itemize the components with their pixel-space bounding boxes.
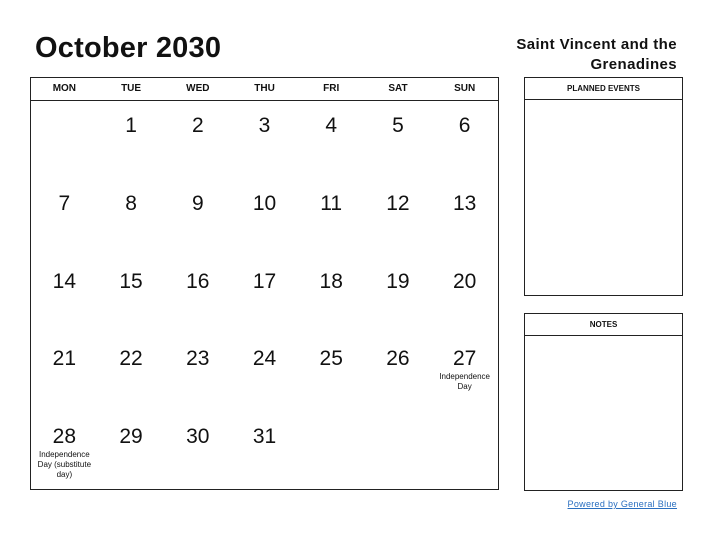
day-number: 10 [252,191,277,215]
day-number: 29 [119,425,143,449]
day-cell [431,101,498,179]
day-number: 12 [386,191,410,215]
day-cell [365,179,432,257]
day-number: 9 [191,191,204,215]
day-number: 21 [52,347,77,371]
page-title: October 2030 [35,32,222,64]
weekday-sun: SUN [454,83,476,94]
day-number: 25 [319,347,343,371]
day-cell [365,334,432,412]
day-cell [298,334,365,412]
day-number: 26 [386,347,410,371]
day-cell [98,412,165,490]
day-cell [231,101,298,179]
day-cell [164,257,231,335]
day-cell [365,101,432,179]
day-cell [365,257,432,335]
day-cell [298,179,365,257]
day-cell [98,257,165,335]
day-cell [365,412,432,490]
powered-by-link[interactable]: Powered by General Blue [567,499,677,509]
weekday-thu: THU [254,83,275,94]
day-number: 3 [258,114,271,137]
day-number: 17 [252,269,277,293]
day-cell [31,257,98,335]
day-cell [298,101,365,179]
day-cell [431,179,498,257]
day-cell [164,334,231,412]
day-number: 13 [452,191,477,215]
holiday-label: Independence Day (substitute day) [37,450,92,480]
holiday-label: Independence Day [439,372,490,392]
day-cell [431,257,498,335]
day-number: 19 [386,269,410,293]
day-cell [164,101,231,179]
weekday-fri: FRI [323,83,340,94]
day-cell [431,412,498,490]
day-number: 20 [452,269,477,293]
day-number: 23 [186,347,210,371]
day-number: 28 [52,425,77,449]
day-number: 15 [119,269,143,293]
day-cell [231,412,298,490]
day-number: 22 [119,347,143,371]
calendar-grid [30,77,499,490]
day-cell [231,179,298,257]
day-number: 31 [252,425,277,449]
day-cell [98,101,165,179]
day-cell [31,179,98,257]
day-cell [98,334,165,412]
weekday-wed: WED [186,83,210,94]
day-number: 24 [252,347,277,371]
day-cell [31,412,98,490]
planned-events-panel [524,77,683,296]
day-number: 14 [52,269,77,293]
day-number: 30 [186,425,210,449]
day-cell [164,179,231,257]
notes-header: NOTES [525,314,682,336]
weekday-sat: SAT [388,83,408,94]
day-cell [431,334,498,412]
day-cell [231,334,298,412]
weekday-mon: MON [52,83,77,94]
day-cell [31,334,98,412]
day-number: 4 [325,114,338,137]
day-number: 16 [186,269,210,293]
day-number: 27 [452,347,477,371]
day-number: 7 [58,191,71,215]
day-cell [298,257,365,335]
day-cell [298,412,365,490]
weekday-tue: TUE [121,83,142,94]
day-number: 2 [191,114,204,137]
weekday-header-row [31,78,498,101]
day-number: 6 [458,114,471,137]
notes-panel [524,313,683,491]
country-name: Saint Vincent and the Grenadines [516,36,677,73]
day-number: 8 [125,191,137,215]
day-cell [231,257,298,335]
day-grid [31,101,498,490]
day-number: 11 [320,191,343,215]
day-cell [164,412,231,490]
planned-events-header: PLANNED EVENTS [525,78,682,100]
day-cell [31,101,98,179]
day-number: 1 [125,114,137,137]
day-number: 18 [319,269,343,293]
day-number: 5 [392,114,404,137]
day-cell [98,179,165,257]
